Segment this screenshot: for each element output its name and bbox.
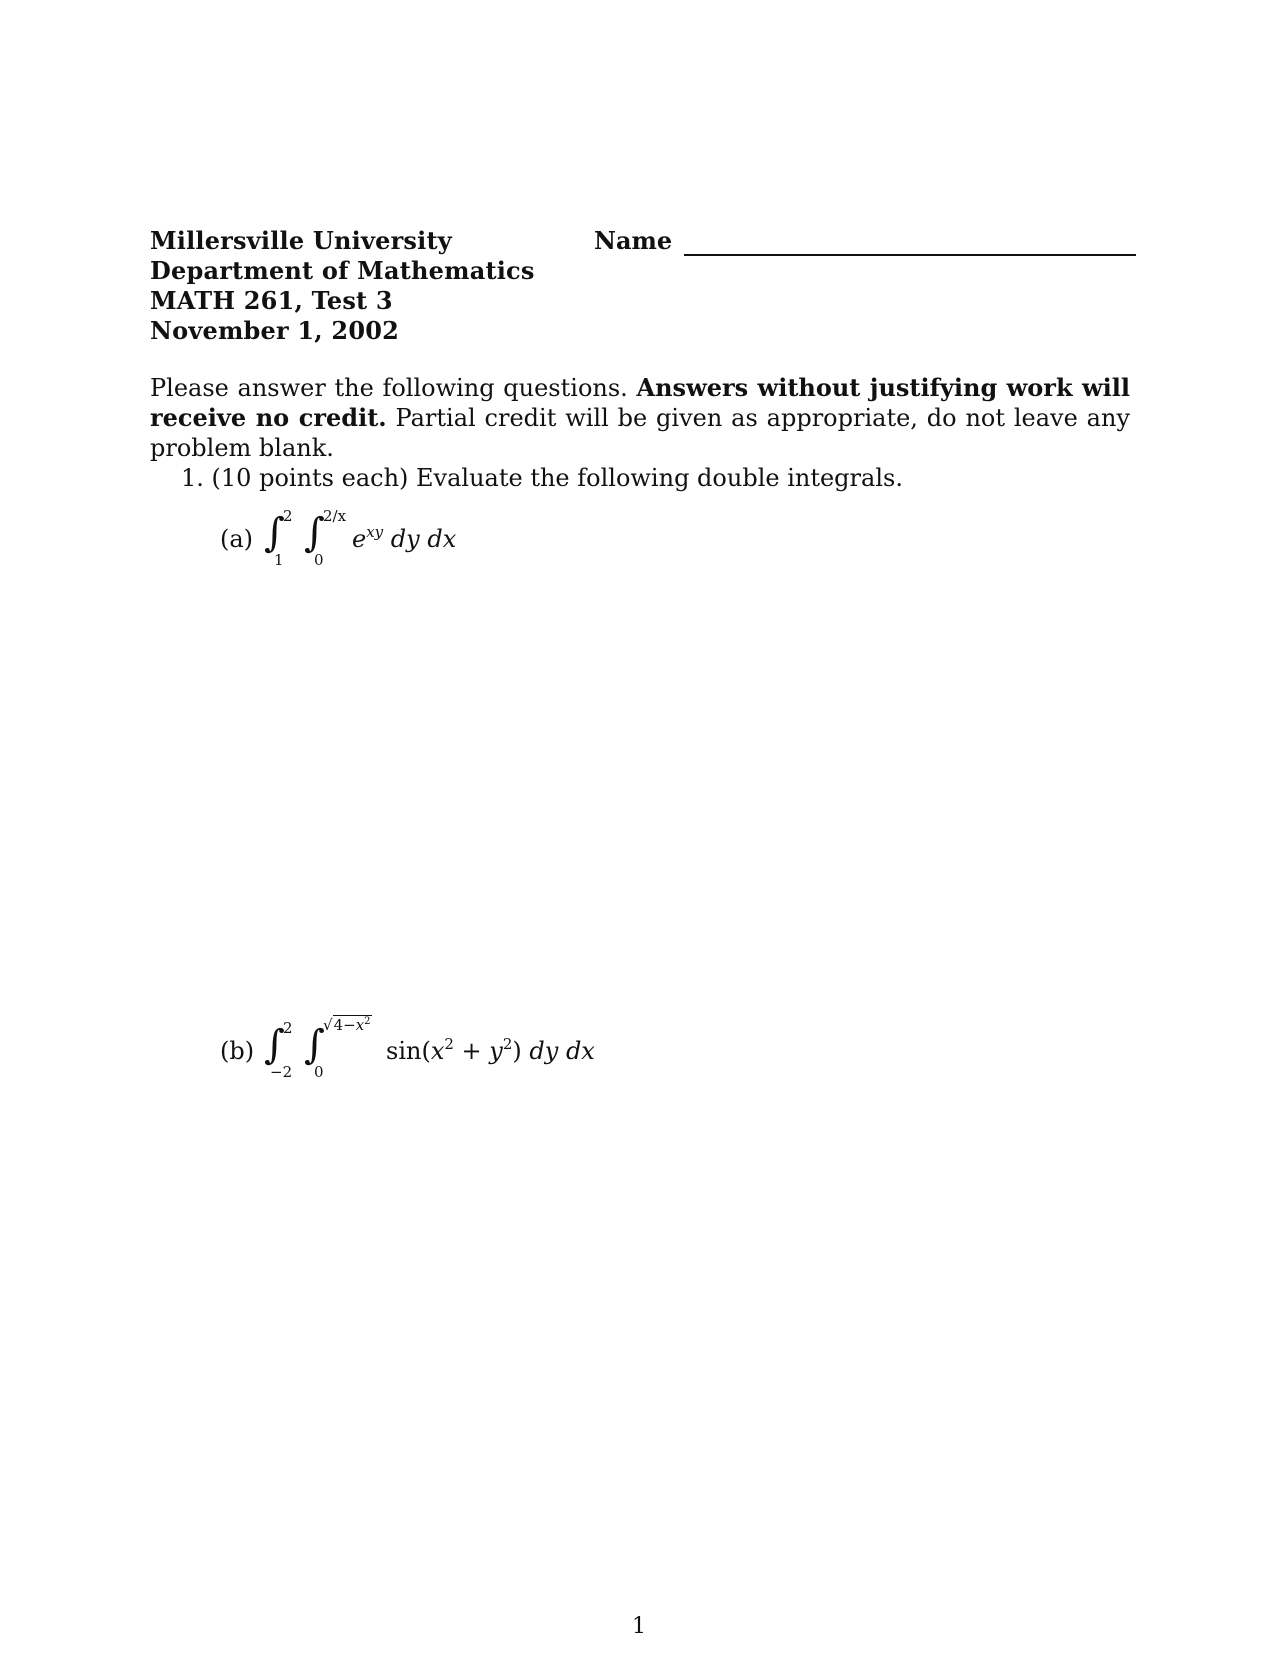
inner-integral-sign: ∫ [304,510,325,556]
university-name: Millersville University [150,226,452,255]
department-name: Department of Mathematics [150,256,535,285]
course-title: MATH 261, Test 3 [150,286,393,315]
outer-integral-sign: ∫ [264,510,285,556]
name-blank-line[interactable] [684,230,1136,256]
instructions-lead: Please answer the following questions. [150,374,628,402]
instructions-rest: Partial credit will be given as appropriate, do not leave any problem blank. [150,404,1131,462]
outer-upper-limit: 2 [283,507,293,525]
integrand: $\sin(x^2 + y^2)$ dy dx [386,1035,595,1065]
inner-integral-sign: ∫ [304,1022,325,1068]
inner-lower-limit: 0 [314,1063,324,1081]
question-number: 1. [181,464,204,492]
inner-upper-limit: 2/x [323,507,347,525]
outer-integral-sign: ∫ [264,1022,285,1068]
instructions [150,373,1130,463]
part-label: (b) [220,1037,255,1065]
exam-date: November 1, 2002 [150,316,400,345]
name-field[interactable] [594,226,1136,256]
name-label: Name [594,226,673,255]
integrand: $e^{xy}$ dy dx [352,523,457,553]
instructions-warning: Answers without justifying work will receive no credit. [150,373,1130,432]
exam-header [150,226,535,346]
outer-lower-limit: 1 [274,551,284,569]
question-text: (10 points each) Evaluate the following double integrals. [211,464,903,492]
outer-lower-limit: −2 [270,1063,293,1081]
part-label: (a) [220,525,254,553]
inner-upper-limit: $√4-x^2$ [323,1016,371,1034]
page-number: 1 [632,1614,646,1639]
question-1 [181,463,903,493]
inner-lower-limit: 0 [314,551,324,569]
outer-upper-limit: 2 [283,1019,293,1037]
